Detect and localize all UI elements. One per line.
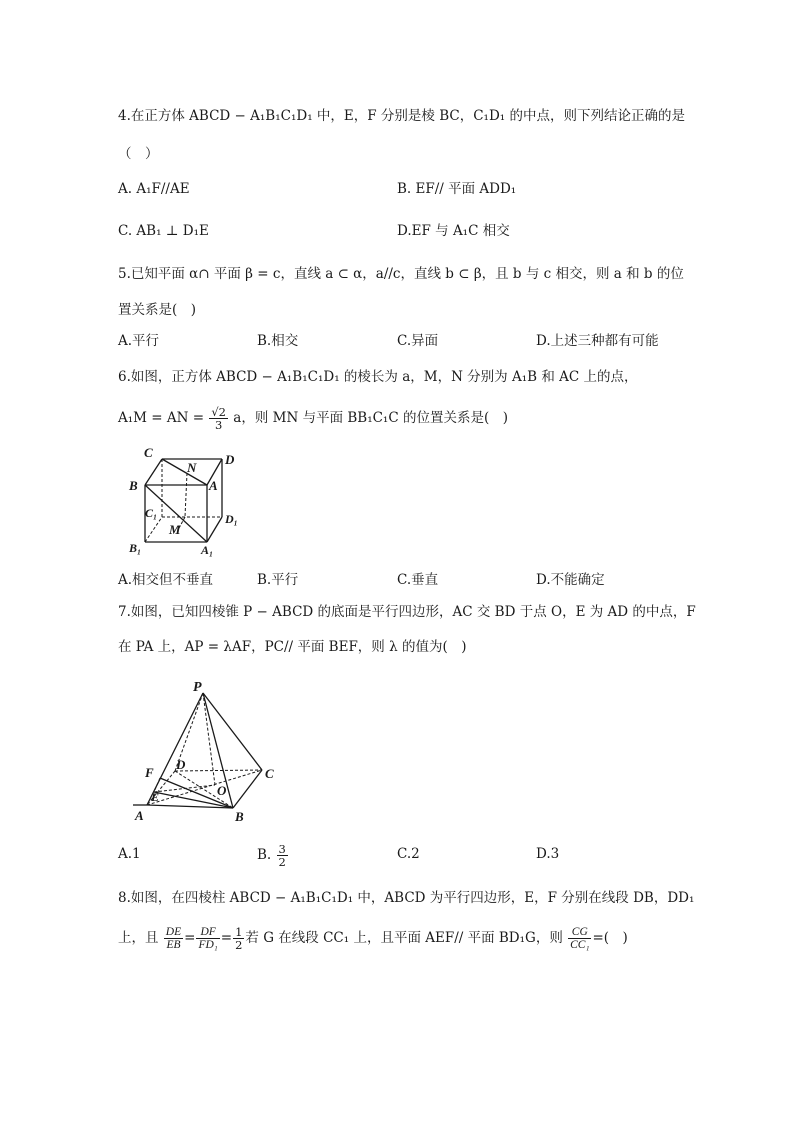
q7-pyramid-figure (125, 677, 290, 827)
q8-eq-1: = (184, 930, 196, 946)
q4-stem-line1: 4.在正方体 ABCD − A₁B₁C₁D₁ 中，E，F 分别是棱 BC，C₁D₁ 的中点，则下列结论正确的是 (118, 108, 685, 124)
q7-option-b-fraction (277, 843, 288, 868)
q6-label-b: B (129, 478, 138, 493)
q6-stem-line2 (118, 398, 508, 438)
q7-label-e: E (151, 790, 160, 804)
q6-stem-line1: 6.如图，正方体 ABCD − A₁B₁C₁D₁ 的棱长为 a，M，N 分别为 A₁B 和 AC 上的点， (118, 369, 638, 385)
q8-f1-den: EB (166, 939, 181, 951)
q7-label-d: D (176, 757, 186, 772)
q7-label-p: P (193, 680, 202, 695)
q7-option-a[interactable]: A.1 (118, 846, 141, 862)
q6-option-c[interactable]: C.垂直 (397, 572, 439, 588)
q6-option-b[interactable]: B.平行 (257, 572, 299, 588)
q5-stem-line1: 5.已知平面 α∩ 平面 β = c，直线 a ⊂ α，a//c，直线 b ⊂ β，且 b 与 c 相交，则 a 和 b 的位 (118, 266, 684, 282)
q8-stem-line2 (118, 918, 628, 958)
q5-option-d[interactable]: D.上述三种都有可能 (536, 333, 659, 349)
q8-f4-den: CC₁ (570, 939, 590, 951)
q8-fraction-4 (568, 926, 591, 951)
q6-label-c: C (144, 445, 153, 460)
q6-label-c1: C₁ (145, 506, 158, 520)
q7-option-c[interactable]: C.2 (397, 846, 420, 862)
q6-label-n: N (187, 460, 197, 475)
q6-label-m: M (169, 522, 181, 537)
q8-f4-num: CG (568, 926, 591, 939)
q4-option-c[interactable]: C. AB₁ ⊥ D₁E (118, 223, 209, 239)
q6-line2-pre: A₁M = AN = (118, 410, 205, 426)
q8-f2-den: FD₁ (198, 939, 218, 951)
q8-stem-line1: 8.如图，在四棱柱 ABCD − A₁B₁C₁D₁ 中，ABCD 为平行四边形，E，F 分别在线段 DB，DD₁ (118, 890, 695, 906)
q4-option-b[interactable]: B. EF// 平面 ADD₁ (397, 181, 517, 197)
q6-label-d: D (225, 452, 235, 467)
q7-option-d[interactable]: D.3 (536, 846, 560, 862)
q7-option-b-den: 2 (278, 855, 286, 869)
q5-option-c[interactable]: C.异面 (397, 333, 439, 349)
q5-option-b[interactable]: B.相交 (257, 333, 299, 349)
q5-option-a[interactable]: A.平行 (118, 333, 160, 349)
q6-option-a[interactable]: A.相交但不垂直 (118, 572, 214, 588)
q6-label-b1: B₁ (129, 541, 142, 555)
q6-cube-figure (120, 445, 250, 560)
q4-stem-line2: （ ） (118, 146, 159, 162)
q4-option-a[interactable]: A. A₁F//AE (118, 181, 190, 197)
q7-label-a: A (135, 808, 144, 823)
q7-option-b-num: 3 (278, 842, 286, 856)
q8-fraction-3 (233, 926, 244, 951)
q5-stem-line2: 置关系是( ) (118, 302, 197, 318)
q7-stem-line2: 在 PA 上，AP = λAF，PC// 平面 BEF，则 λ 的值为( ) (118, 639, 467, 655)
q6-label-d1: D₁ (225, 512, 238, 526)
q6-option-d[interactable]: D.不能确定 (536, 572, 605, 588)
q8-f2-num: DF (196, 926, 219, 939)
q6-fraction-num: √2 (211, 405, 226, 419)
q7-label-f: F (145, 765, 154, 780)
q8-eq-2: = (220, 930, 233, 946)
q8-fraction-1 (164, 926, 183, 951)
q8-line2-a: 上，且 (118, 930, 159, 946)
q8-f3-num: 1 (235, 925, 243, 939)
q7-option-b-label: B. (257, 847, 272, 863)
q4-option-d[interactable]: D.EF 与 A₁C 相交 (397, 223, 510, 239)
q7-label-o: O (217, 783, 227, 798)
q7-option-b[interactable] (257, 838, 289, 872)
q6-fraction (209, 406, 228, 431)
q6-label-a: A (209, 478, 218, 493)
q7-label-b: B (235, 809, 244, 824)
q8-fraction-2 (196, 926, 219, 951)
q7-label-c: C (265, 766, 274, 781)
q8-line2-c: =( ) (592, 930, 628, 946)
q8-line2-b: 若 G 在线段 CC₁ 上，且平面 AEF// 平面 BD₁G，则 (245, 930, 563, 946)
q6-fraction-den: 3 (215, 418, 223, 432)
q7-stem-line1: 7.如图，已知四棱锥 P − ABCD 的底面是平行四边形，AC 交 BD 于点 O，E 为 AD 的中点，F (118, 604, 696, 620)
q8-f3-den: 2 (235, 938, 243, 952)
q6-label-a1: A₁ (201, 543, 214, 557)
q8-f1-num: DE (165, 926, 182, 938)
q6-line2-post: a，则 MN 与平面 BB₁C₁C 的位置关系是( ) (233, 410, 509, 426)
